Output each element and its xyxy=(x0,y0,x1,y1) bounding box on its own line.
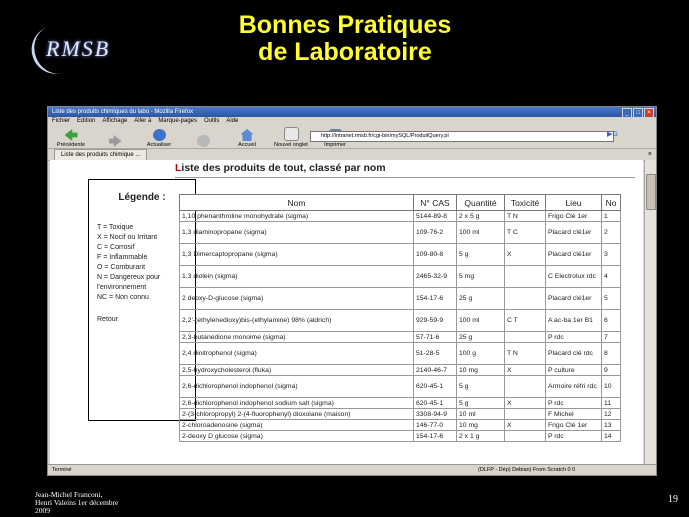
cell-toxicite: X xyxy=(505,398,546,409)
cell-lieu: P culture xyxy=(546,365,602,376)
cell-toxicite: T N xyxy=(505,343,546,365)
cell-cas: 109-76-2 xyxy=(414,222,457,244)
retour-link[interactable]: Retour xyxy=(97,316,119,323)
cell-nom: 2-chloroadenosine (sigma) xyxy=(180,420,414,431)
author-line2: Henri Valeins 1er décembre xyxy=(35,498,119,507)
cell-toxicite: T C xyxy=(505,222,546,244)
minimize-button[interactable]: _ xyxy=(622,108,632,118)
cell-toxicite xyxy=(505,332,546,343)
cell-quantite: 100 ml xyxy=(457,222,505,244)
cell-cas: 2465-32-9 xyxy=(414,266,457,288)
rmsb-logo xyxy=(26,22,146,82)
cell-no: 4 xyxy=(602,266,621,288)
column-header-lieu[interactable]: Lieu xyxy=(546,195,602,211)
legend-item: X = Nocif ou Irritant xyxy=(97,234,158,241)
close-tab-icon[interactable]: × xyxy=(647,151,652,158)
menu-bar xyxy=(48,117,656,126)
cell-cas: 2140-46-7 xyxy=(414,365,457,376)
cell-nom: 1,3 diolein (sigma) xyxy=(180,266,414,288)
page-number: 19 xyxy=(668,494,678,505)
status-text: Terminé xyxy=(52,467,72,473)
tab-liste-produits[interactable]: Liste des produits chimique ... xyxy=(54,149,147,160)
table-row xyxy=(180,409,621,420)
cell-cas: 154-17-6 xyxy=(414,431,457,442)
forward-button[interactable] xyxy=(98,135,132,148)
list-title xyxy=(175,162,635,178)
print-label: Imprimer xyxy=(324,142,346,148)
list-title-text: iste des produits de tout, classé par nom xyxy=(181,162,386,174)
cell-toxicite xyxy=(505,431,546,442)
table-row xyxy=(180,222,621,244)
cell-no: 12 xyxy=(602,409,621,420)
url-input[interactable]: http://intranet.rmsb.fr/cgi-bin/mySQL/ProduitQuery.pl xyxy=(310,131,614,142)
cell-lieu: Frigo Clé 1er xyxy=(546,420,602,431)
cell-quantite: 25 g xyxy=(457,332,505,343)
cell-toxicite: C T xyxy=(505,310,546,332)
table-header-row xyxy=(180,195,621,211)
browser-window xyxy=(47,106,657,476)
column-header-no[interactable]: No xyxy=(602,195,621,211)
legend-item: F = Inflammable xyxy=(97,254,148,261)
menu-fichier[interactable]: Fichier xyxy=(52,118,71,124)
cell-lieu: Armoire réfri rdc xyxy=(546,376,602,398)
home-button[interactable] xyxy=(230,129,264,148)
table-row xyxy=(180,288,621,310)
cell-nom: 2 deoxy-D-glucose (sigma) xyxy=(180,288,414,310)
table-row xyxy=(180,211,621,222)
cell-cas: 929-59-9 xyxy=(414,310,457,332)
table-row xyxy=(180,332,621,343)
cell-quantite: 2 x 1 g xyxy=(457,431,505,442)
menu-outils[interactable]: Outils xyxy=(204,118,220,124)
legend-title: Légende : xyxy=(118,192,166,203)
table-row xyxy=(180,266,621,288)
menu-affichage[interactable]: Affichage xyxy=(102,118,128,124)
home-icon xyxy=(241,129,254,141)
cell-nom: 2,4 dinitrophenol (sigma) xyxy=(180,343,414,365)
stop-icon xyxy=(197,135,210,147)
cell-no: 7 xyxy=(602,332,621,343)
cell-nom: 1,3 diaminopropane (sigma) xyxy=(180,222,414,244)
cell-cas: 620-45-1 xyxy=(414,398,457,409)
maximize-button[interactable]: □ xyxy=(633,108,643,118)
cell-lieu: Placard clé1er xyxy=(546,222,602,244)
cell-quantite: 10 mg xyxy=(457,365,505,376)
refresh-button[interactable] xyxy=(142,129,176,148)
scrollbar-thumb[interactable] xyxy=(646,174,656,210)
cell-cas: 109-80-8 xyxy=(414,244,457,266)
home-label: Accueil xyxy=(238,142,256,148)
back-button[interactable] xyxy=(54,129,88,148)
window-controls xyxy=(622,108,654,118)
table-row xyxy=(180,398,621,409)
slide-title-line1: Bonnes Pratiques xyxy=(238,11,452,39)
new-tab-button[interactable] xyxy=(274,127,308,148)
column-header-nom[interactable]: Nom xyxy=(180,195,414,211)
cell-no: 8 xyxy=(602,343,621,365)
table-row xyxy=(180,376,621,398)
logo-text: RMSB xyxy=(46,36,111,61)
table-row xyxy=(180,343,621,365)
legend-item: NC = Non connu xyxy=(97,294,149,301)
legend-item: N = Dangereux pour xyxy=(97,274,161,281)
author-line1: Jean-Michel Franconi, xyxy=(35,490,103,499)
cell-toxicite xyxy=(505,288,546,310)
new-tab-icon xyxy=(284,127,299,141)
cell-cas: 57-71-6 xyxy=(414,332,457,343)
back-label: Précédente xyxy=(56,142,86,148)
cell-no: 2 xyxy=(602,222,621,244)
status-bar xyxy=(48,464,657,475)
table-row xyxy=(180,420,621,431)
products-table xyxy=(179,194,621,442)
cell-no: 10 xyxy=(602,376,621,398)
products-table-body xyxy=(180,211,621,442)
cell-cas: 620-45-1 xyxy=(414,376,457,398)
cell-toxicite xyxy=(505,266,546,288)
cell-cas: 146-77-0 xyxy=(414,420,457,431)
new-tab-label: Nouvel onglet xyxy=(274,142,308,148)
cell-nom: 2,3-butanedione monoime (sigma) xyxy=(180,332,414,343)
cell-no: 1 xyxy=(602,211,621,222)
menu-aller[interactable]: Aller à xyxy=(134,118,152,124)
cell-quantite: 5 mg xyxy=(457,266,505,288)
cell-toxicite xyxy=(505,376,546,398)
browser-titlebar xyxy=(48,107,656,117)
cell-no: 3 xyxy=(602,244,621,266)
cell-quantite: 100 g xyxy=(457,343,505,365)
refresh-label: Actualiser xyxy=(146,142,172,148)
cell-toxicite xyxy=(505,409,546,420)
cell-no: 11 xyxy=(602,398,621,409)
cell-lieu: A ac-ba 1er B1 xyxy=(546,310,602,332)
cell-lieu: P rdc xyxy=(546,332,602,343)
menu-aide[interactable]: Aide xyxy=(226,118,239,124)
vertical-scrollbar[interactable] xyxy=(644,160,656,464)
cell-nom: 1,3 Dimercaptopropane (sigma) xyxy=(180,244,414,266)
cell-quantite: 10 ml xyxy=(457,409,505,420)
cell-no: 6 xyxy=(602,310,621,332)
cell-nom: 1,10 phenanthroline monohydrate (sigma) xyxy=(180,211,414,222)
cell-nom: 2,2'-(ethylenedioxy)bis-(ethylamine) 98% (aldrich) xyxy=(180,310,414,332)
cell-cas: 51-28-5 xyxy=(414,343,457,365)
legend-item: T = Toxique xyxy=(97,224,134,231)
stop-button[interactable] xyxy=(186,135,220,148)
cell-nom: 2-deoxy D glucose (sigma) xyxy=(180,431,414,442)
go-icon[interactable]: ▶G xyxy=(607,131,618,138)
legend-item: l'environnement xyxy=(97,284,147,291)
cell-cas: 3308-94-9 xyxy=(414,409,457,420)
column-header-toxicite[interactable]: Toxicité xyxy=(505,195,546,211)
slide-author xyxy=(35,491,118,515)
cell-toxicite: X xyxy=(505,244,546,266)
column-header-quantite[interactable]: Quantité xyxy=(457,195,505,211)
cell-no: 13 xyxy=(602,420,621,431)
cell-cas: 5144-89-8 xyxy=(414,211,457,222)
page-content xyxy=(50,160,643,464)
menu-marque-pages[interactable]: Marque-pages xyxy=(158,118,198,124)
author-line3: 2009 xyxy=(35,506,50,515)
cell-no: 14 xyxy=(602,431,621,442)
back-arrow-icon xyxy=(65,129,78,141)
cell-quantite: 5 g xyxy=(457,244,505,266)
menu-edition[interactable]: Edition xyxy=(77,118,96,124)
table-row xyxy=(180,365,621,376)
cell-lieu: C Electrolux rdc xyxy=(546,266,602,288)
cell-quantite: 5 g xyxy=(457,376,505,398)
window-title: Liste des produits chimiques du labo - Mozilla Firefox xyxy=(52,109,194,115)
slide-title-line2: de Laboratoire xyxy=(258,38,432,66)
cell-lieu: Placard clé1er xyxy=(546,244,602,266)
cell-cas: 154-17-6 xyxy=(414,288,457,310)
cell-nom: 2,6-dichlorophenol indophenol (sigma) xyxy=(180,376,414,398)
cell-no: 5 xyxy=(602,288,621,310)
cell-lieu: P rdc xyxy=(546,431,602,442)
cell-quantite: 25 g xyxy=(457,288,505,310)
legend-item: O = Comburant xyxy=(97,264,146,271)
slide-title xyxy=(190,12,500,66)
status-right-text: (DLFP - Dép) Debian) From Scratch 0 0 xyxy=(478,467,576,473)
cell-quantite: 2 x 5 g xyxy=(457,211,505,222)
cell-quantite: 100 ml xyxy=(457,310,505,332)
cell-no: 9 xyxy=(602,365,621,376)
cell-nom: 2,5-hydroxycholesterol (fluka) xyxy=(180,365,414,376)
close-window-button[interactable]: × xyxy=(644,108,654,118)
cell-toxicite: T N xyxy=(505,211,546,222)
cell-toxicite: X xyxy=(505,420,546,431)
cell-quantite: 10 mg xyxy=(457,420,505,431)
cell-toxicite: X xyxy=(505,365,546,376)
table-row xyxy=(180,431,621,442)
navigation-toolbar xyxy=(48,126,656,148)
cell-lieu: Placard clé rdc xyxy=(546,343,602,365)
legend-item: C = Corrosif xyxy=(97,244,135,251)
cell-lieu: Frigo Clé 1er xyxy=(546,211,602,222)
forward-arrow-icon xyxy=(109,135,122,147)
column-header-cas[interactable]: N° CAS xyxy=(414,195,457,211)
table-row xyxy=(180,244,621,266)
cell-lieu: P rdc xyxy=(546,398,602,409)
list-title-initial: L xyxy=(175,162,182,174)
cell-lieu: Placard clé1er xyxy=(546,288,602,310)
refresh-icon xyxy=(153,129,166,141)
cell-quantite: 5 g xyxy=(457,398,505,409)
cell-lieu: F Michel xyxy=(546,409,602,420)
cell-nom: 2-(3-chloropropyl) 2-(4-fluorophenyl) dioxolane (maison) xyxy=(180,409,414,420)
cell-nom: 2,6-dichlorophenol indophenol sodium salt (sigma) xyxy=(180,398,414,409)
table-row xyxy=(180,310,621,332)
